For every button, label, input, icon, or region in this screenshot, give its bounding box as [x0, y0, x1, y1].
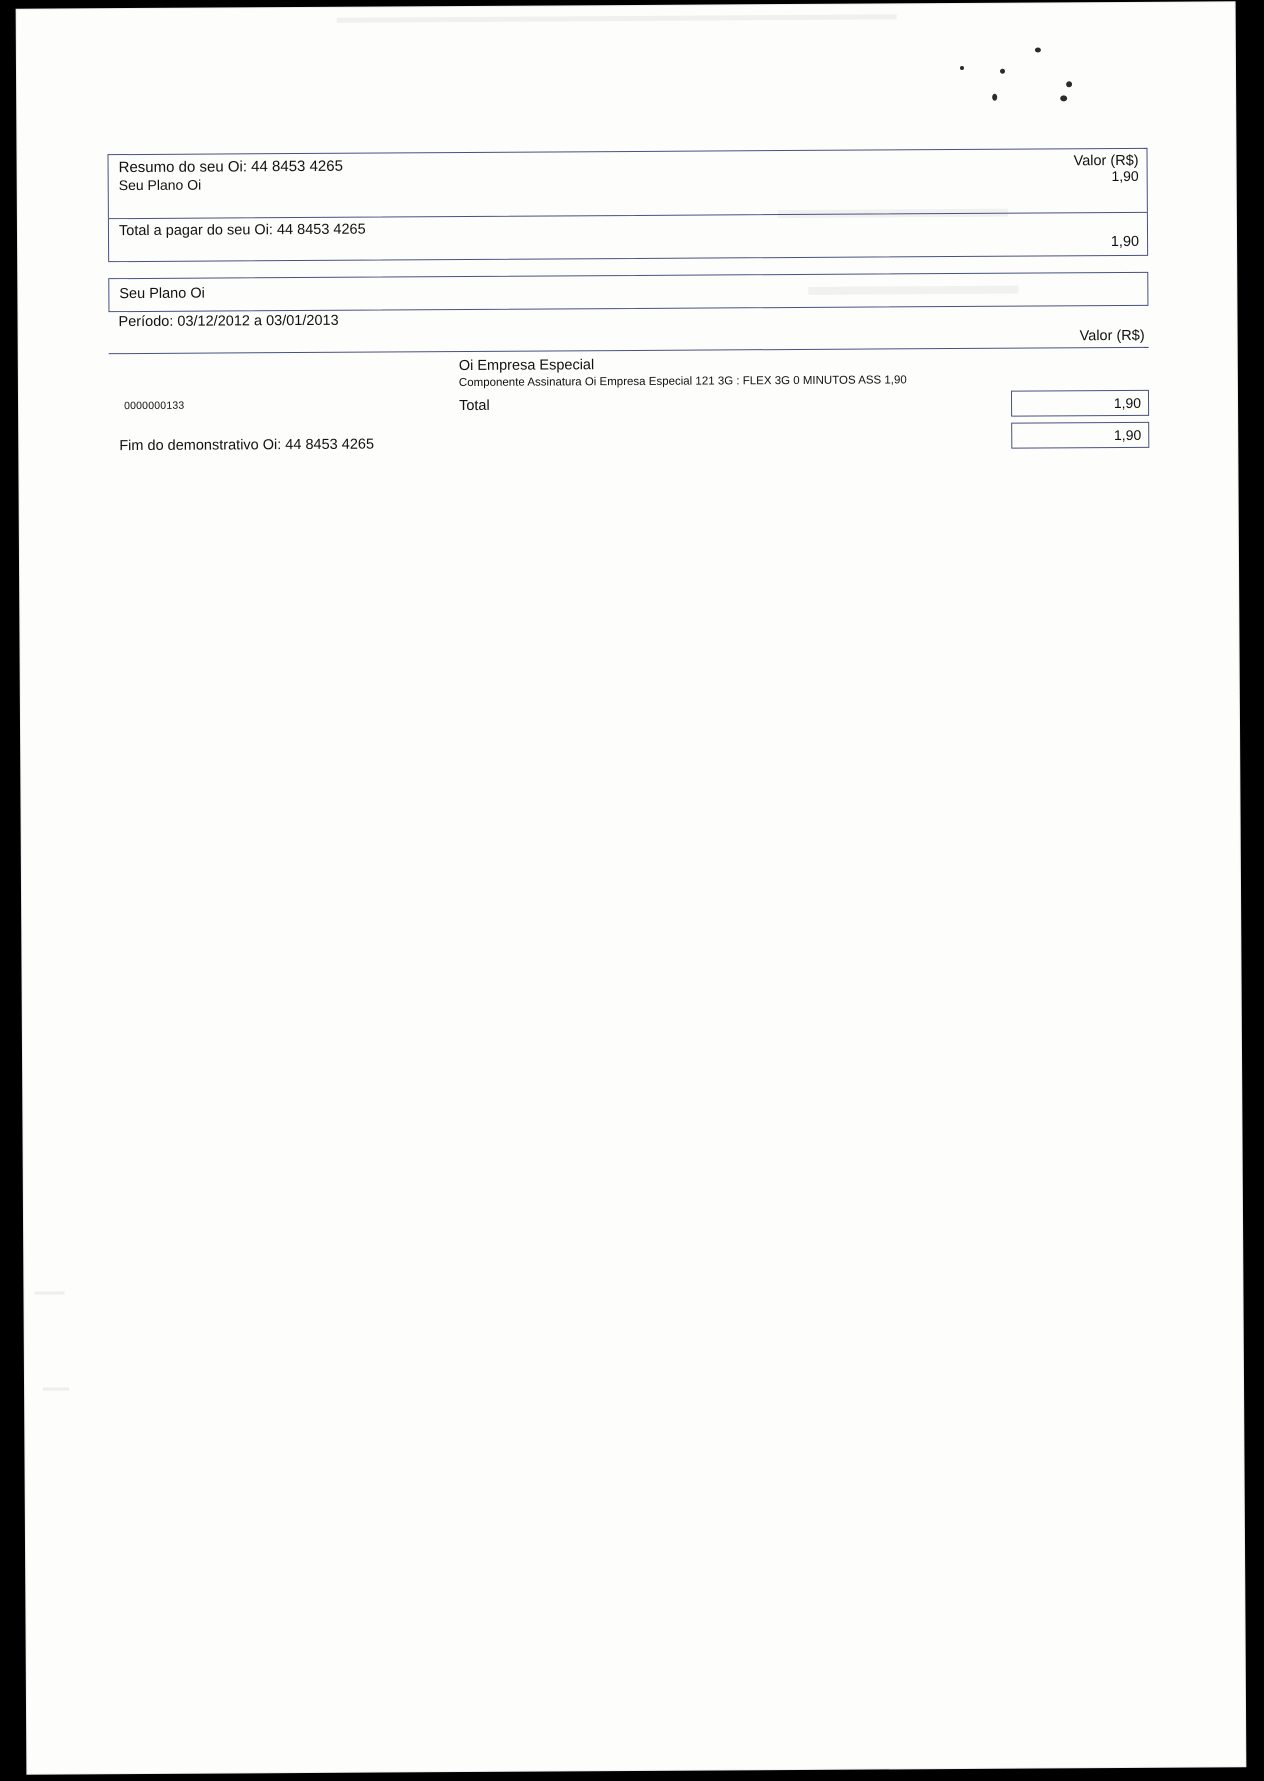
scan-smudge: [337, 14, 897, 22]
detail-total-label: Total: [459, 397, 490, 415]
summary-right: [1074, 153, 1139, 184]
scan-speck: [1066, 81, 1072, 87]
grand-total-amount: 1,90: [1113, 426, 1142, 444]
grand-total-amount-box: [1011, 422, 1149, 449]
summary-left: [119, 158, 344, 193]
invoice-body: [108, 148, 1148, 455]
summary-value: 1,90: [1111, 167, 1139, 185]
scan-speck: [1060, 95, 1067, 101]
scan-speck: [1000, 69, 1005, 74]
total-due-box: [108, 212, 1148, 262]
detail-total-amount-box: [1011, 390, 1149, 417]
component-line: Componente Assinatura Oi Empresa Especial 121 3G : FLEX 3G 0 MINUTOS ASS 1,90: [458, 374, 907, 390]
plan-section-title: Seu Plano Oi: [119, 285, 205, 303]
total-due-value: 1,90: [1110, 233, 1140, 251]
period-value-header: Valor (R$): [1079, 327, 1145, 345]
plan-name: Oi Empresa Especial: [458, 357, 595, 375]
summary-box: [108, 148, 1148, 218]
period-box: [108, 306, 1148, 354]
scan-smudge: [43, 1387, 69, 1390]
scan-smudge: [34, 1291, 64, 1294]
detail-section: [109, 354, 1149, 455]
summary-value-header: Valor (R$): [1073, 152, 1139, 170]
detail-total-amount: 1,90: [1113, 394, 1142, 412]
period-label: Período: 03/12/2012 a 03/01/2013: [118, 312, 339, 331]
end-of-statement-text: Fim do demonstrativo Oi: 44 8453 4265: [119, 436, 375, 455]
scan-speck: [960, 66, 964, 70]
summary-subtitle: Seu Plano Oi: [118, 176, 202, 194]
scan-speck: [992, 94, 997, 101]
scanned-page: [17, 2, 1246, 1773]
scan-speck: [1035, 47, 1041, 52]
total-due-label: Total a pagar do seu Oi: 44 8453 4265: [118, 221, 366, 240]
summary-row: [119, 153, 1139, 193]
document-id: 0000000133: [124, 399, 185, 413]
summary-title: Resumo do seu Oi: 44 8453 4265: [118, 157, 343, 177]
